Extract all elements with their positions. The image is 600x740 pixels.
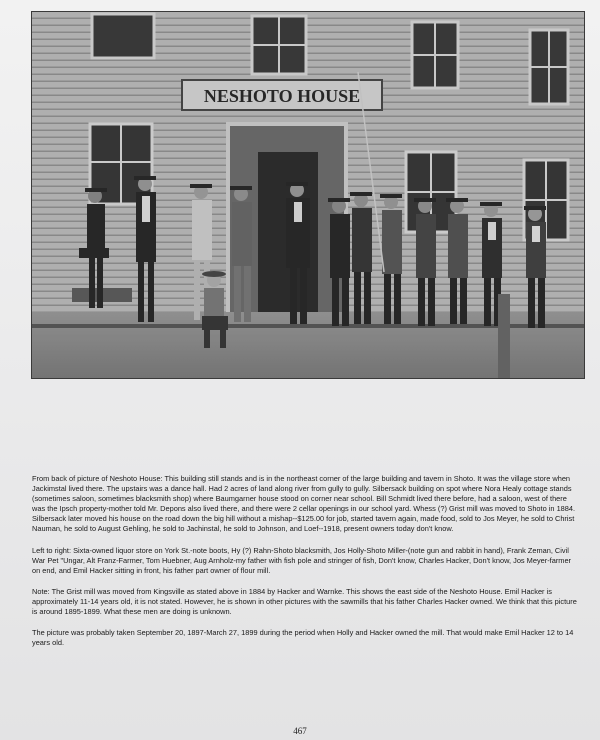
caption-text	[32, 474, 580, 659]
caption-paragraph-names: Left to right: Sixta-owned liquor store on York St.-note boots, Hy (?) Rahn-Shoto blacksmith, Jos Holly-Shoto Miller-(note gun and rabbit in hand), Frank Zeman, Civil War Pet "Ungar, Alt Franz-Farmer, Tom Huebner, Aug Arnholz-my father with fish pole and stringer of fish, Don't know, Charles Hacker, Don't know, Jos Meyer-farmer on end, and Emil Hacker sitting in front, his father part owner of flour mill.	[32, 545, 572, 575]
historic-photograph	[32, 12, 584, 378]
caption-paragraph-date: The picture was probably taken September 20, 1897-March 27, 1899 during the period when Holly and Hacker owned the mill. That would make Emil Hacker 12 to 14 years old.	[32, 628, 574, 648]
page-number: 467	[293, 726, 307, 736]
sign-text: NESHOTO HOUSE	[203, 86, 361, 106]
caption-paragraph-note: Note: The Grist mill was moved from Kingsville as stated above in 1884 by Hacker and Warnke. This shows the east side of the Neshoto House. Emil Hacker is approximately 11-14 years old, it is not stated. However, he is shown in other pictures with the sawmills that his father Charles Hacker owned. We think that this picture is around 1895-1899. What these men are doing is unknown.	[32, 586, 577, 617]
photo-illustration	[32, 12, 584, 378]
caption-paragraph-history: From back of picture of Neshoto House: This building still stands and is in the northeast corner of the large building and tavern in Shoto. It was the village store when Jackimstal lived there. The upstairs was a dance hall. Had 2 acres of land along river from gully to gully. Silbersack building on spot where Nora Healy cottage stands (sometimes saloon, sometimes blacksmith shop) where Baumgarner house stood on corner near school. Bill Schmidt lived there before, had a saloon, west of there was the Ipsch property-mother told Mr. Depons also lived there, and there were 2 cellar openings in our school yard. Whess (?) Grist mill was moved to Shoto in 1884. Silbersack later moved his house on the road down the big hill without a mishap--$125.00 for job, started tavern again, made food, sold to Jos Meyer, he sold to Christ Nauman, he sold to August Gehling, he sold to Jachinstal, he sold to Johnson, and Loef--1918, present owners today don't know.	[32, 474, 576, 534]
